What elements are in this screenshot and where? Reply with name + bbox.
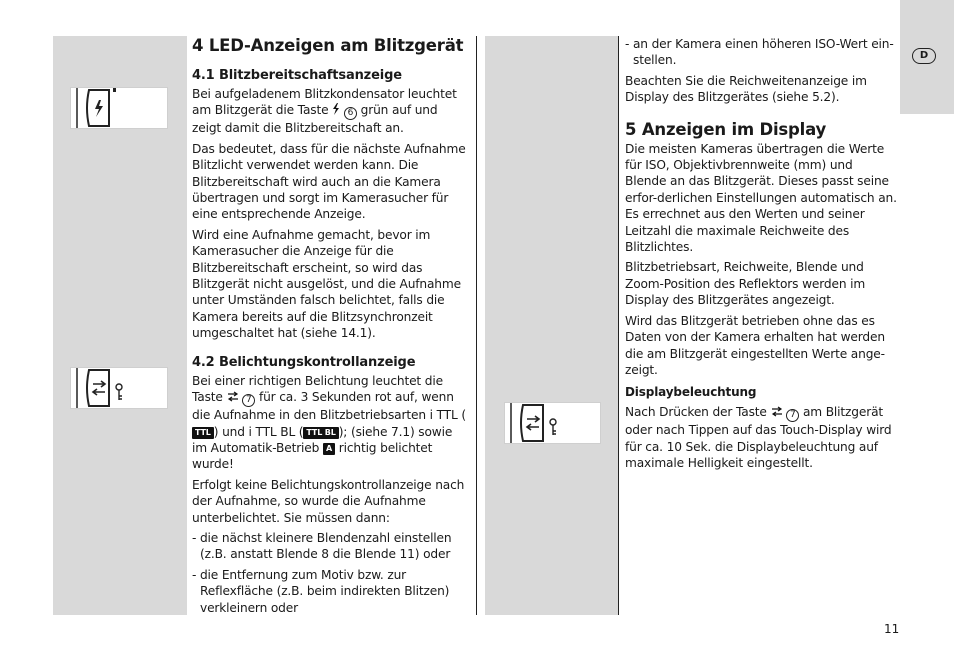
flash-button-illustration — [70, 87, 168, 129]
paragraph: Bei aufgeladenem Blitzkondensator leuchtet am Blitzgerät die Taste 6 grün auf und zeigt damit die Blitzbereitschaft an. — [192, 87, 457, 136]
page-number: 11 — [884, 622, 900, 636]
swap-arrows-icon — [527, 416, 539, 430]
section-4-2-heading: 4.2 Belichtungskontrollanzeige — [192, 354, 416, 370]
section-4-1-heading: 4.1 Blitzbereitschaftsanzeige — [192, 68, 402, 83]
paragraph: Wird eine Aufnahme gemacht, bevor im Kamerasucher die Anzeige für die Blitzbereitschaft erscheint, so wird das Blitzgerät nicht ausgelöst, und die Aufnahme unter Umständen falsch belichtet, falls die Kamera bereits auf die Blitzsynchronzeit umgeschaltet hat (siehe 14.1). — [192, 227, 461, 341]
list-item: - an der Kamera einen höheren ISO-Wert ein-stellen. — [625, 37, 894, 68]
paragraph: Bei einer richtigen Belichtung leuchtet die Taste 7 für ca. 3 Sekunden rot auf, wenn die Aufnahme in den Blitzbetriebsarten i TTL (TTL ) und i TTL BL ( TTL BL ); (siehe 7.1) sowie im Automatik-Betrieb A richtig belichtet wurde! — [192, 373, 466, 472]
middle-margin-column — [485, 36, 618, 615]
auto-badge: A — [323, 443, 335, 455]
paragraph: Blitzbetriebsart, Reichweite, Blende und Zoom-Position des Reflektors werden im Display des Blitzgerätes angezeigt. — [625, 260, 866, 308]
paragraph: Die meisten Kameras übertragen die Werte für ISO, Objektivbrennweite (mm) und Blende an das Blitzgerät. Dieses passt seine erfor-derlichen Einstellungen automatisch an. Es errechnet aus den Werten und seiner Leitzahl die maximale Reichweite des Blitzlichtes. — [625, 141, 897, 255]
number-circle-7: 7 — [786, 409, 799, 422]
paragraph: Wird das Blitzgerät betrieben ohne das es Daten von der Kamera erhalten hat werden die am Blitzgerät eingestellten Werte ange-zeigt. — [625, 313, 885, 377]
ttl-bl-badge: TTL BL — [303, 427, 338, 439]
swap-arrows-icon — [93, 381, 105, 395]
list-item: - die nächst kleinere Blendenzahl einstellen (z.B. anstatt Blende 8 die Blende 11) oder — [192, 530, 452, 562]
paragraph: Beachten Sie die Reichweitenanzeige im Display des Blitzgerätes (siehe 5.2). — [625, 73, 867, 105]
display-lighting-heading: Displaybeleuchtung — [625, 385, 757, 400]
number-circle-6: 6 — [344, 107, 357, 120]
left-text-column — [192, 36, 468, 620]
list-item: - die Entfernung zum Motiv bzw. zur Reflexfläche (z.B. beim indirekten Blitzen) verkleinern oder — [192, 567, 450, 615]
paragraph: Erfolgt keine Belichtungskontrollanzeige nach der Aufnahme, so wurde die Aufnahme unterbelichtet. Sie müssen dann: — [192, 477, 465, 525]
ttl-badge: TTL — [192, 427, 214, 439]
section-4-heading: 4 LED-Anzeigen am Blitzgerät — [192, 36, 464, 55]
paragraph: Nach Drücken der Taste 7 am Blitzgerät oder nach Tippen auf das Touch-Display wird für ca. 10 Sek. die Displaybeleuchtung auf maximale Helligkeit eingestellt. — [625, 405, 892, 471]
right-text-column — [625, 36, 897, 476]
display-button-illustration — [504, 402, 601, 444]
swap-arrows-icon — [771, 406, 783, 417]
swap-arrows-icon — [227, 391, 239, 402]
exposure-button-illustration — [70, 367, 168, 409]
number-circle-7: 7 — [242, 394, 255, 407]
paragraph: Das bedeutet, dass für die nächste Aufnahme Blitzlicht verwendet werden kann. Die Blitzbereitschaft wird auch an die Kamera übertragen und sorgt im Kamerasucher für eine entsprechende Anzeige. — [192, 141, 466, 222]
language-badge: D — [912, 48, 936, 64]
section-5-heading: 5 Anzeigen im Display — [625, 119, 827, 139]
key-icon — [550, 419, 556, 425]
key-icon — [116, 384, 122, 390]
column-divider-left — [476, 36, 477, 615]
lightning-icon — [332, 103, 340, 115]
column-divider-right — [618, 36, 619, 615]
lightning-icon — [95, 100, 103, 117]
